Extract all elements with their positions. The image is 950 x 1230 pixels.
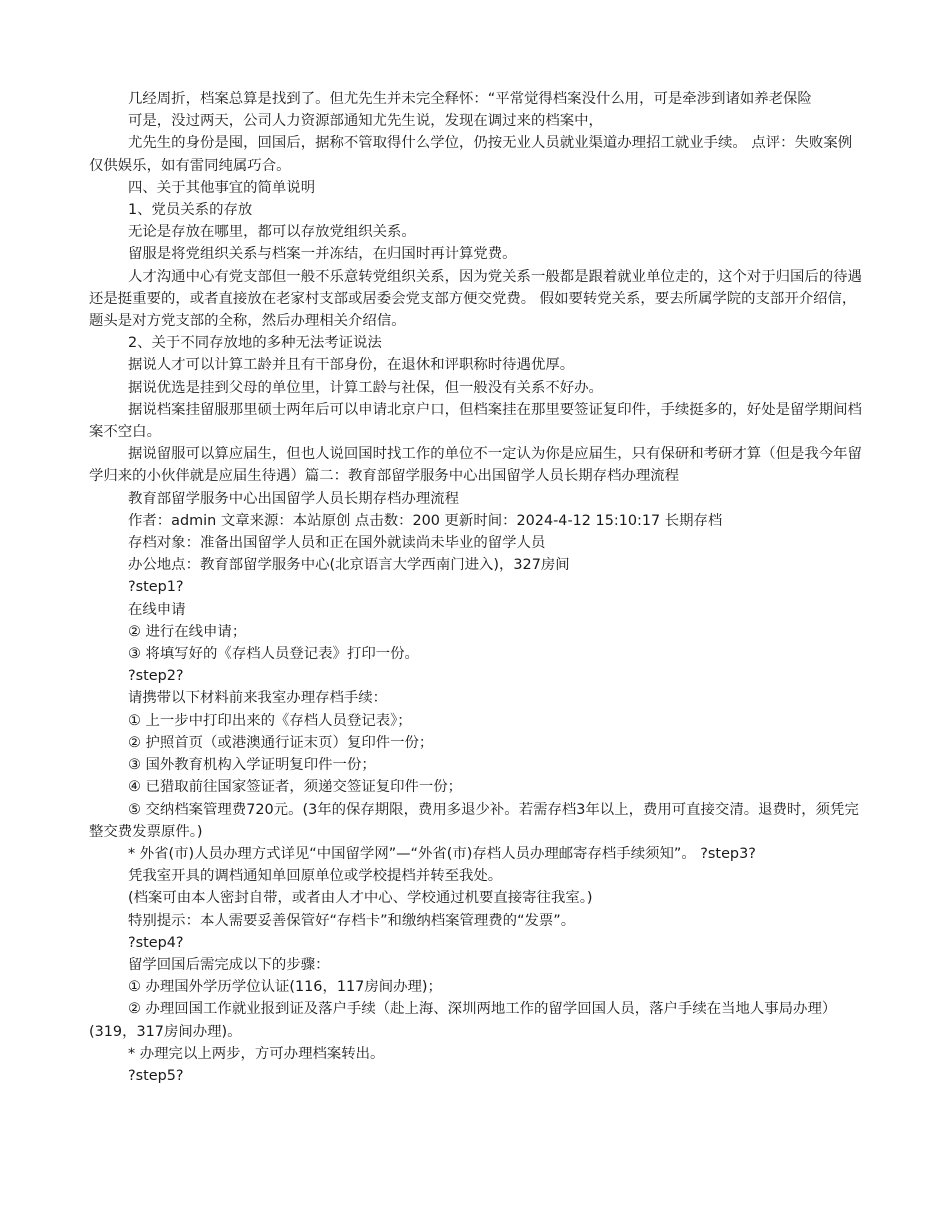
paragraph: 凭我室开具的调档通知单回原单位或学校提档并转至我处。	[128, 868, 503, 885]
paragraph: 尤先生的身份是囤，回国后，据称不管取得什么学位，仍按无业人员就业渠道办理招工就业手续。 点评：失败案例仅供娱乐，如有雷同纯属巧合。	[89, 135, 853, 174]
paragraph: 据说人才可以计算工龄并且有干部身份，在退休和评职称时待遇优厚。	[128, 357, 575, 374]
paragraph: 在线申请	[128, 601, 186, 618]
paragraph: 1、党员关系的存放	[128, 202, 253, 219]
paragraph: 无论是存放在哪里，都可以存放党组织关系。	[128, 224, 416, 241]
document-body	[89, 88, 864, 1087]
paragraph: 据说档案挂留服那里硕士两年后可以申请北京户口，但档案挂在那里要签证复印件，手续挺多的，好处是留学期间档案不空白。	[89, 401, 862, 441]
paragraph: 特别提示：本人需要妥善保管好“存档卡”和缴纳档案管理费的“发票”。	[128, 912, 576, 929]
paragraph: * 外省(市)人员办理方式详见“中国留学网”—“外省(市)存档人员办理邮寄存档手续须知”。 ?step3?	[128, 845, 756, 862]
paragraph: * 办理完以上两步，方可办理档案转出。	[128, 1045, 385, 1062]
paragraph: 四、关于其他事宜的简单说明	[128, 179, 316, 196]
paragraph: ③ 将填写好的《存档人员登记表》打印一份。	[128, 646, 419, 663]
paragraph: 可是，没过两天，公司人力资源部通知尤先生说，发现在调过来的档案中，	[128, 113, 603, 130]
paragraph: 据说留服可以算应届生，但也人说回国时找工作的单位不一定认为你是应届生，只有保研和考研才算（但是我今年留学归来的小伙伴就是应届生待遇）篇二：教育部留学服务中心出国留学人员长期存档办理流程	[89, 446, 862, 485]
paragraph: ⑤ 交纳档案管理费720元。(3年的保存期限，费用多退少补。若需存档3年以上，费用可直接交清。退费时，须凭完整交费发票原件。)	[89, 801, 859, 840]
paragraph: ?step2?	[128, 668, 184, 685]
paragraph: ② 进行在线申请；	[128, 623, 247, 640]
paragraph: (档案可由本人密封自带，或者由人才中心、学校通过机要直接寄往我室。)	[128, 890, 593, 907]
paragraph: ② 办理回国工作就业报到证及落户手续（赴上海、深圳两地工作的留学回国人员，落户手续在当地人事局办理）(319，317房间办理)。	[89, 1001, 837, 1040]
paragraph: ③ 国外教育机构入学证明复印件一份；	[128, 757, 376, 774]
paragraph: 2、关于不同存放地的多种无法考证说法	[128, 335, 382, 352]
paragraph: 存档对象：准备出国留学人员和正在国外就读尚未毕业的留学人员	[128, 535, 546, 552]
paragraph: ?step4?	[128, 934, 184, 951]
paragraph: ① 上一步中打印出来的《存档人员登记表》；	[128, 712, 412, 729]
paragraph: ④ 已猎取前往国家签证者，须递交签证复印件一份；	[128, 779, 463, 796]
paragraph: 请携带以下材料前来我室办理存档手续：	[128, 690, 388, 707]
paragraph: 据说优选是挂到父母的单位里，计算工龄与社保，但一般没有关系不好办。	[128, 379, 603, 396]
paragraph: ② 护照首页（或港澳通行证末页）复印件一份；	[128, 734, 434, 751]
paragraph: 留学回国后需完成以下的步骤：	[128, 956, 330, 973]
paragraph: 几经周折，档案总算是找到了。但尤先生并未完全释怀：“平常觉得档案没什么用，可是牵涉到诸如养老保险	[128, 91, 812, 107]
paragraph: 人才沟通中心有党支部但一般不乐意转党组织关系，因为党关系一般都是跟着就业单位走的，这个对于归国后的待遇还是挺重要的，或者直接放在老家村支部或居委会党支部方便交党费。 假如要转党关系，要去所属学院的支部开介绍信，题头是对方党支部的全称，然后办理相关介绍信。	[89, 268, 862, 330]
paragraph: 办公地点：教育部留学服务中心(北京语言大学西南门进入)，327房间	[128, 557, 570, 574]
paragraph: 教育部留学服务中心出国留学人员长期存档办理流程	[128, 490, 459, 507]
paragraph: 留服是将党组织关系与档案一并冻结，在归国时再计算党费。	[128, 246, 517, 263]
paragraph: ① 办理国外学历学位认证(116，117房间办理)；	[128, 979, 442, 996]
paragraph: ?step1?	[128, 579, 184, 596]
paragraph: 作者：admin 文章来源：本站原创 点击数：200 更新时间：2024-4-12 15:10:17 长期存档	[128, 512, 723, 529]
paragraph: ?step5?	[128, 1067, 184, 1084]
